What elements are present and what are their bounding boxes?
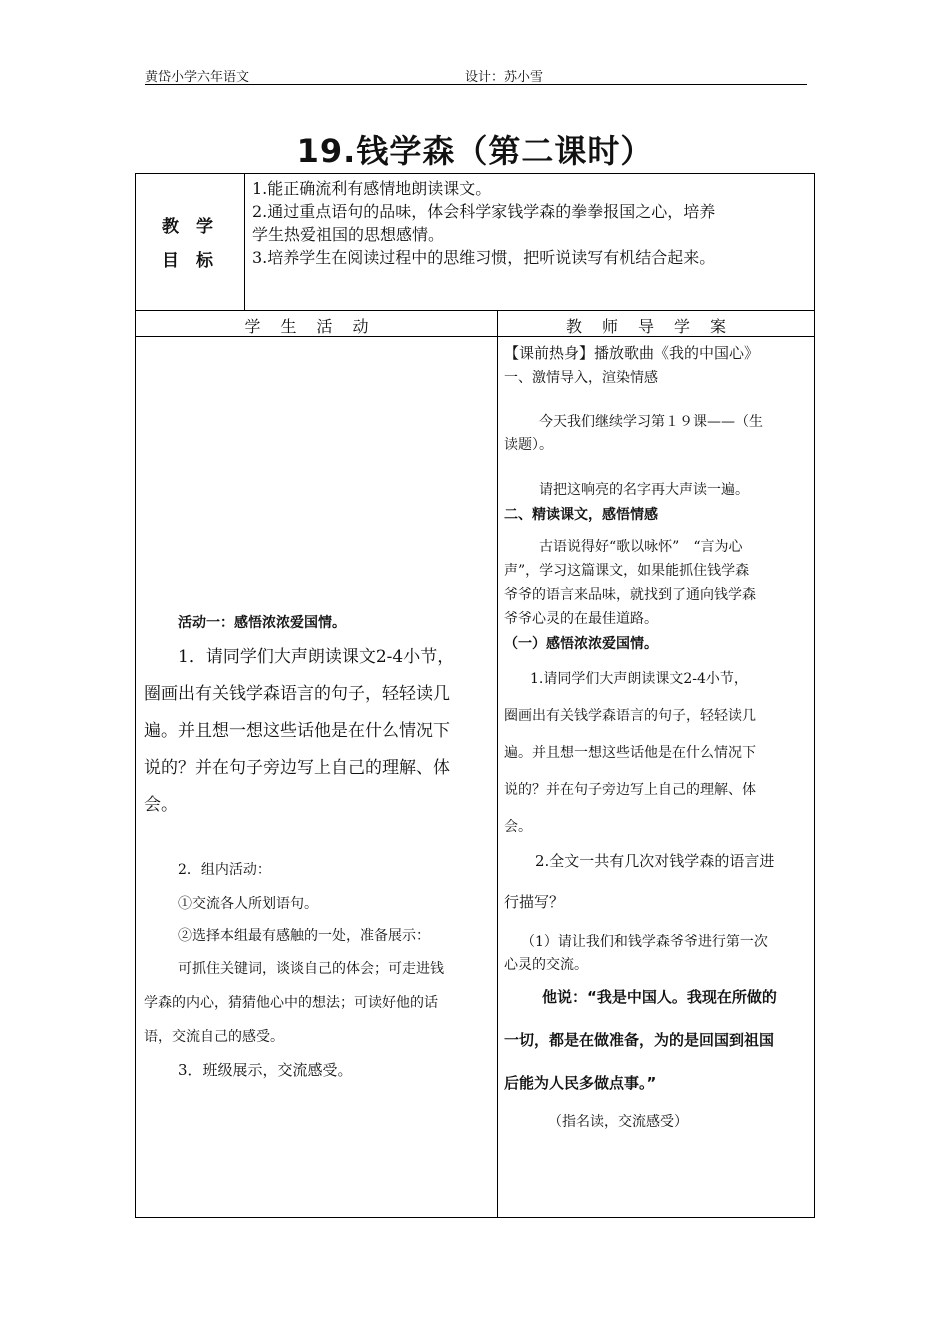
subsection-heading: （一）感悟浓浓爱国情。 bbox=[504, 636, 658, 652]
objectives-label-line1: 教 学 bbox=[162, 217, 213, 237]
task-text: 1.请同学们大声朗读课文2-4小节， bbox=[530, 671, 748, 687]
activity-title: 活动一：感悟浓浓爱国情。 bbox=[178, 615, 346, 631]
teacher-guide-header: 教师导学案 bbox=[565, 317, 746, 336]
objective-item: 1.能正确流利有感情地朗读课文。 bbox=[252, 179, 492, 198]
lesson-title: 19.钱学森（第二课时） bbox=[296, 132, 654, 170]
task-text: 圈画出有关钱学森语言的句子，轻轻读几 bbox=[504, 708, 756, 724]
lesson-table bbox=[135, 173, 815, 1218]
speech-quote: 他说：“我是中国人。我现在所做的 bbox=[542, 988, 777, 1006]
objectives-label-line2: 目 标 bbox=[162, 251, 213, 271]
activity-para: 1．请同学们大声朗读课文2-4小节， bbox=[178, 647, 455, 667]
activity-para: 圈画出有关钱学森语言的句子，轻轻读几 bbox=[144, 684, 450, 704]
task-text: 会。 bbox=[504, 819, 532, 835]
objective-item: 2.通过重点语句的品味，体会科学家钱学森的拳拳报国之心，培养 bbox=[252, 202, 716, 221]
task-text: 遍。并且想一想这些话他是在什么情况下 bbox=[504, 745, 756, 761]
section-heading: 二、精读课文，感悟情感 bbox=[504, 507, 658, 523]
divider bbox=[136, 310, 814, 311]
group-activity-body: 学森的内心，猜猜他心中的想法；可读好他的话 bbox=[144, 995, 438, 1011]
objective-item: 3.培养学生在阅读过程中的思维习惯，把听说读写有机结合起来。 bbox=[252, 248, 716, 267]
section-heading: 一、激情导入，渲染情感 bbox=[504, 370, 658, 386]
task-text: （1）请让我们和钱学森爷爷进行第一次 bbox=[521, 934, 768, 950]
intro-text: 读题）。 bbox=[504, 437, 553, 453]
school-name: 黄岱小学六年语文 bbox=[145, 70, 250, 85]
note-text: （指名读，交流感受） bbox=[548, 1114, 688, 1130]
warmup-text: 【课前热身】播放歌曲《我的中国心》 bbox=[504, 344, 760, 362]
group-activity-title: 2．组内活动： bbox=[178, 862, 271, 878]
objectives-label bbox=[136, 174, 244, 310]
task-text: 说的？并在句子旁边写上自己的理解、体 bbox=[504, 782, 756, 798]
task-text: 2.全文一共有几次对钱学森的语言进 bbox=[535, 852, 775, 870]
reread-text: 请把这响亮的名字再大声读一遍。 bbox=[539, 482, 749, 498]
quote-text: 爷爷的语言来品味，就找到了通向钱学森 bbox=[504, 587, 756, 603]
designer-name: 设计：苏小雪 bbox=[465, 70, 544, 85]
quote-text: 古语说得好“歌以咏怀” “言为心 bbox=[539, 539, 743, 555]
task-text: 心灵的交流。 bbox=[504, 957, 588, 973]
activity-para: 说的？并在句子旁边写上自己的理解、体 bbox=[144, 758, 450, 778]
objectives-text bbox=[252, 177, 812, 269]
divider bbox=[497, 310, 498, 1217]
speech-quote: 一切，都是在做准备，为的是回国到祖国 bbox=[504, 1031, 775, 1049]
group-activity-body: 可抓住关键词，谈谈自己的体会；可走进钱 bbox=[178, 961, 444, 977]
speech-quote: 后能为人民多做点事。” bbox=[504, 1074, 657, 1092]
group-activity-body: 语，交流自己的感受。 bbox=[144, 1029, 284, 1045]
student-activity-header: 学生活动 bbox=[244, 317, 389, 336]
divider bbox=[244, 174, 245, 310]
group-activity-item: ①交流各人所划语句。 bbox=[178, 896, 318, 912]
quote-text: 声”，学习这篇课文，如果能抓住钱学森 bbox=[504, 563, 750, 579]
activity-para: 会。 bbox=[144, 795, 178, 815]
quote-text: 爷爷心灵的在最佳道路。 bbox=[504, 611, 658, 627]
page-header bbox=[145, 64, 807, 85]
objective-item: 学生热爱祖国的思想感情。 bbox=[252, 225, 445, 244]
task-text: 行描写？ bbox=[504, 893, 565, 911]
intro-text: 今天我们继续学习第１９课——（生 bbox=[539, 414, 763, 430]
group-activity-item: ②选择本组最有感触的一处，准备展示： bbox=[178, 928, 430, 944]
class-display: 3．班级展示，交流感受。 bbox=[178, 1061, 353, 1079]
activity-para: 遍。并且想一想这些话他是在什么情况下 bbox=[144, 721, 450, 741]
